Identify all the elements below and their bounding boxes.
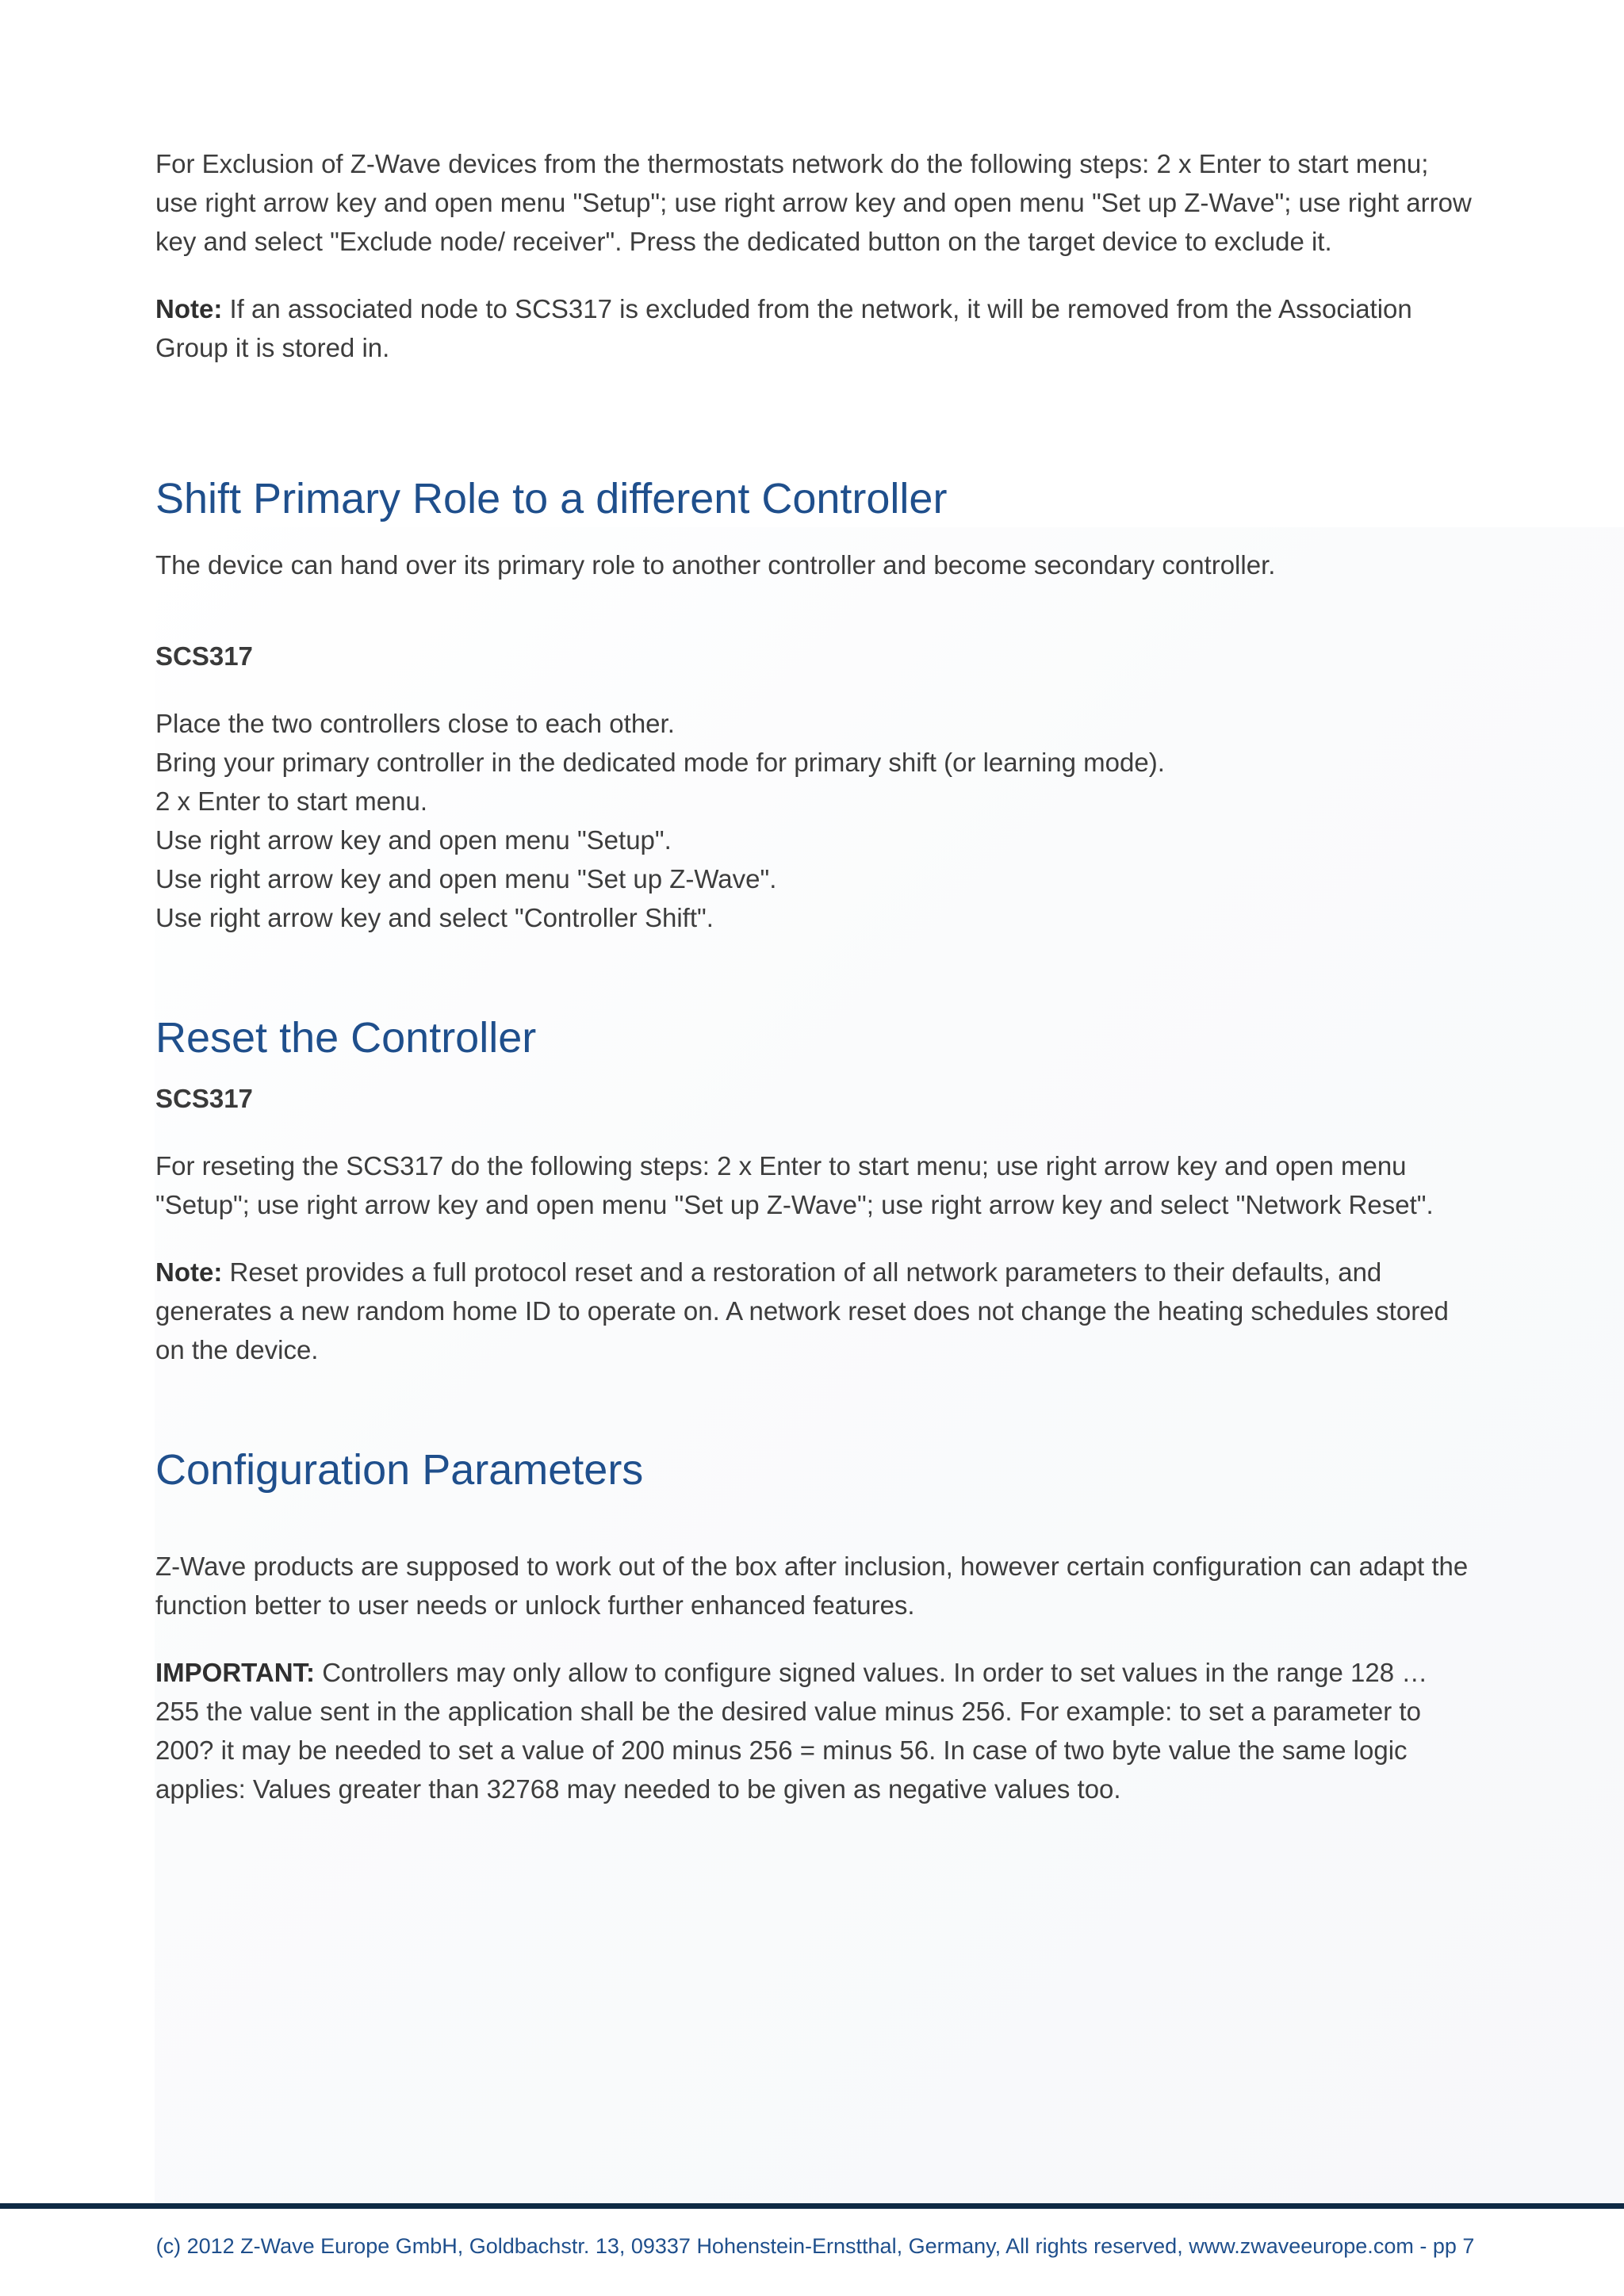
shift-step: Use right arrow key and select "Controller Shift". — [155, 903, 714, 932]
shift-step: Bring your primary controller in the dedicated mode for primary shift (or learning mode). — [155, 748, 1165, 777]
reset-note — [155, 1253, 1472, 1369]
shift-step: Use right arrow key and open menu "Setup". — [155, 825, 672, 855]
note-text: Reset provides a full protocol reset and a restoration of all network parameters to their defaults, and generates a new random home ID to operate on. A network reset does not change the heating schedules stored on the device. — [155, 1257, 1449, 1364]
shift-step: 2 x Enter to start menu. — [155, 786, 427, 816]
exclusion-note — [155, 289, 1472, 367]
note-text: If an associated node to SCS317 is excluded from the network, it will be removed from the Association Group it is stored in. — [155, 294, 1412, 362]
config-intro: Z-Wave products are supposed to work out of the box after inclusion, however certain configuration can adapt the function better to user needs or unlock further enhanced features. — [155, 1552, 1469, 1620]
reset-paragraph: For reseting the SCS317 do the following steps: 2 x Enter to start menu; use right arrow key and open menu "Setup"; use right arrow key and open menu "Set up Z-Wave"; use right arrow key and select "Network Reset". — [155, 1151, 1434, 1219]
note-label: Note: — [155, 1257, 223, 1287]
reset-device-label: SCS317 — [155, 1084, 253, 1113]
shift-intro: The device can hand over its primary role to another controller and become secondary controller. — [155, 550, 1276, 580]
document-body — [155, 144, 1472, 1808]
shift-heading: Shift Primary Role to a different Controller — [155, 475, 948, 522]
config-important — [155, 1653, 1472, 1808]
shift-steps — [155, 704, 1472, 937]
important-label: IMPORTANT: — [155, 1658, 316, 1687]
important-text: Controllers may only allow to configure signed values. In order to set values in the range 128 … 255 the value sent in the application shall be the desired value minus 256. For example: to set a parameter to 200? it may be needed to set a value of 200 minus 256 = minus 56. In case of two byte value the same logic applies: Values greater than 32768 may needed to be given as negative values too. — [155, 1658, 1428, 1804]
shift-step: Place the two controllers close to each other. — [155, 709, 675, 738]
config-heading: Configuration Parameters — [155, 1446, 644, 1494]
exclusion-paragraph: For Exclusion of Z-Wave devices from the thermostats network do the following steps: 2 x Enter to start menu; use right arrow key and open menu "Setup"; use right arrow key and open menu "Set up Z-Wave"; use right arrow key and select "Exclude node/ receiver". Press the dedicated button on the target device to exclude it. — [155, 149, 1472, 256]
page-footer — [0, 2233, 1624, 2260]
shift-step: Use right arrow key and open menu "Set up Z-Wave". — [155, 864, 777, 894]
footer-text: (c) 2012 Z-Wave Europe GmbH, Goldbachstr. 13, 09337 Hohenstein-Ernstthal, Germany, All rights reserved, www.zwaveeurope.com - pp 7 — [155, 2234, 1475, 2258]
reset-heading: Reset the Controller — [155, 1014, 537, 1062]
shift-device-label: SCS317 — [155, 641, 253, 671]
footer-divider — [0, 2203, 1624, 2209]
note-label: Note: — [155, 294, 223, 323]
